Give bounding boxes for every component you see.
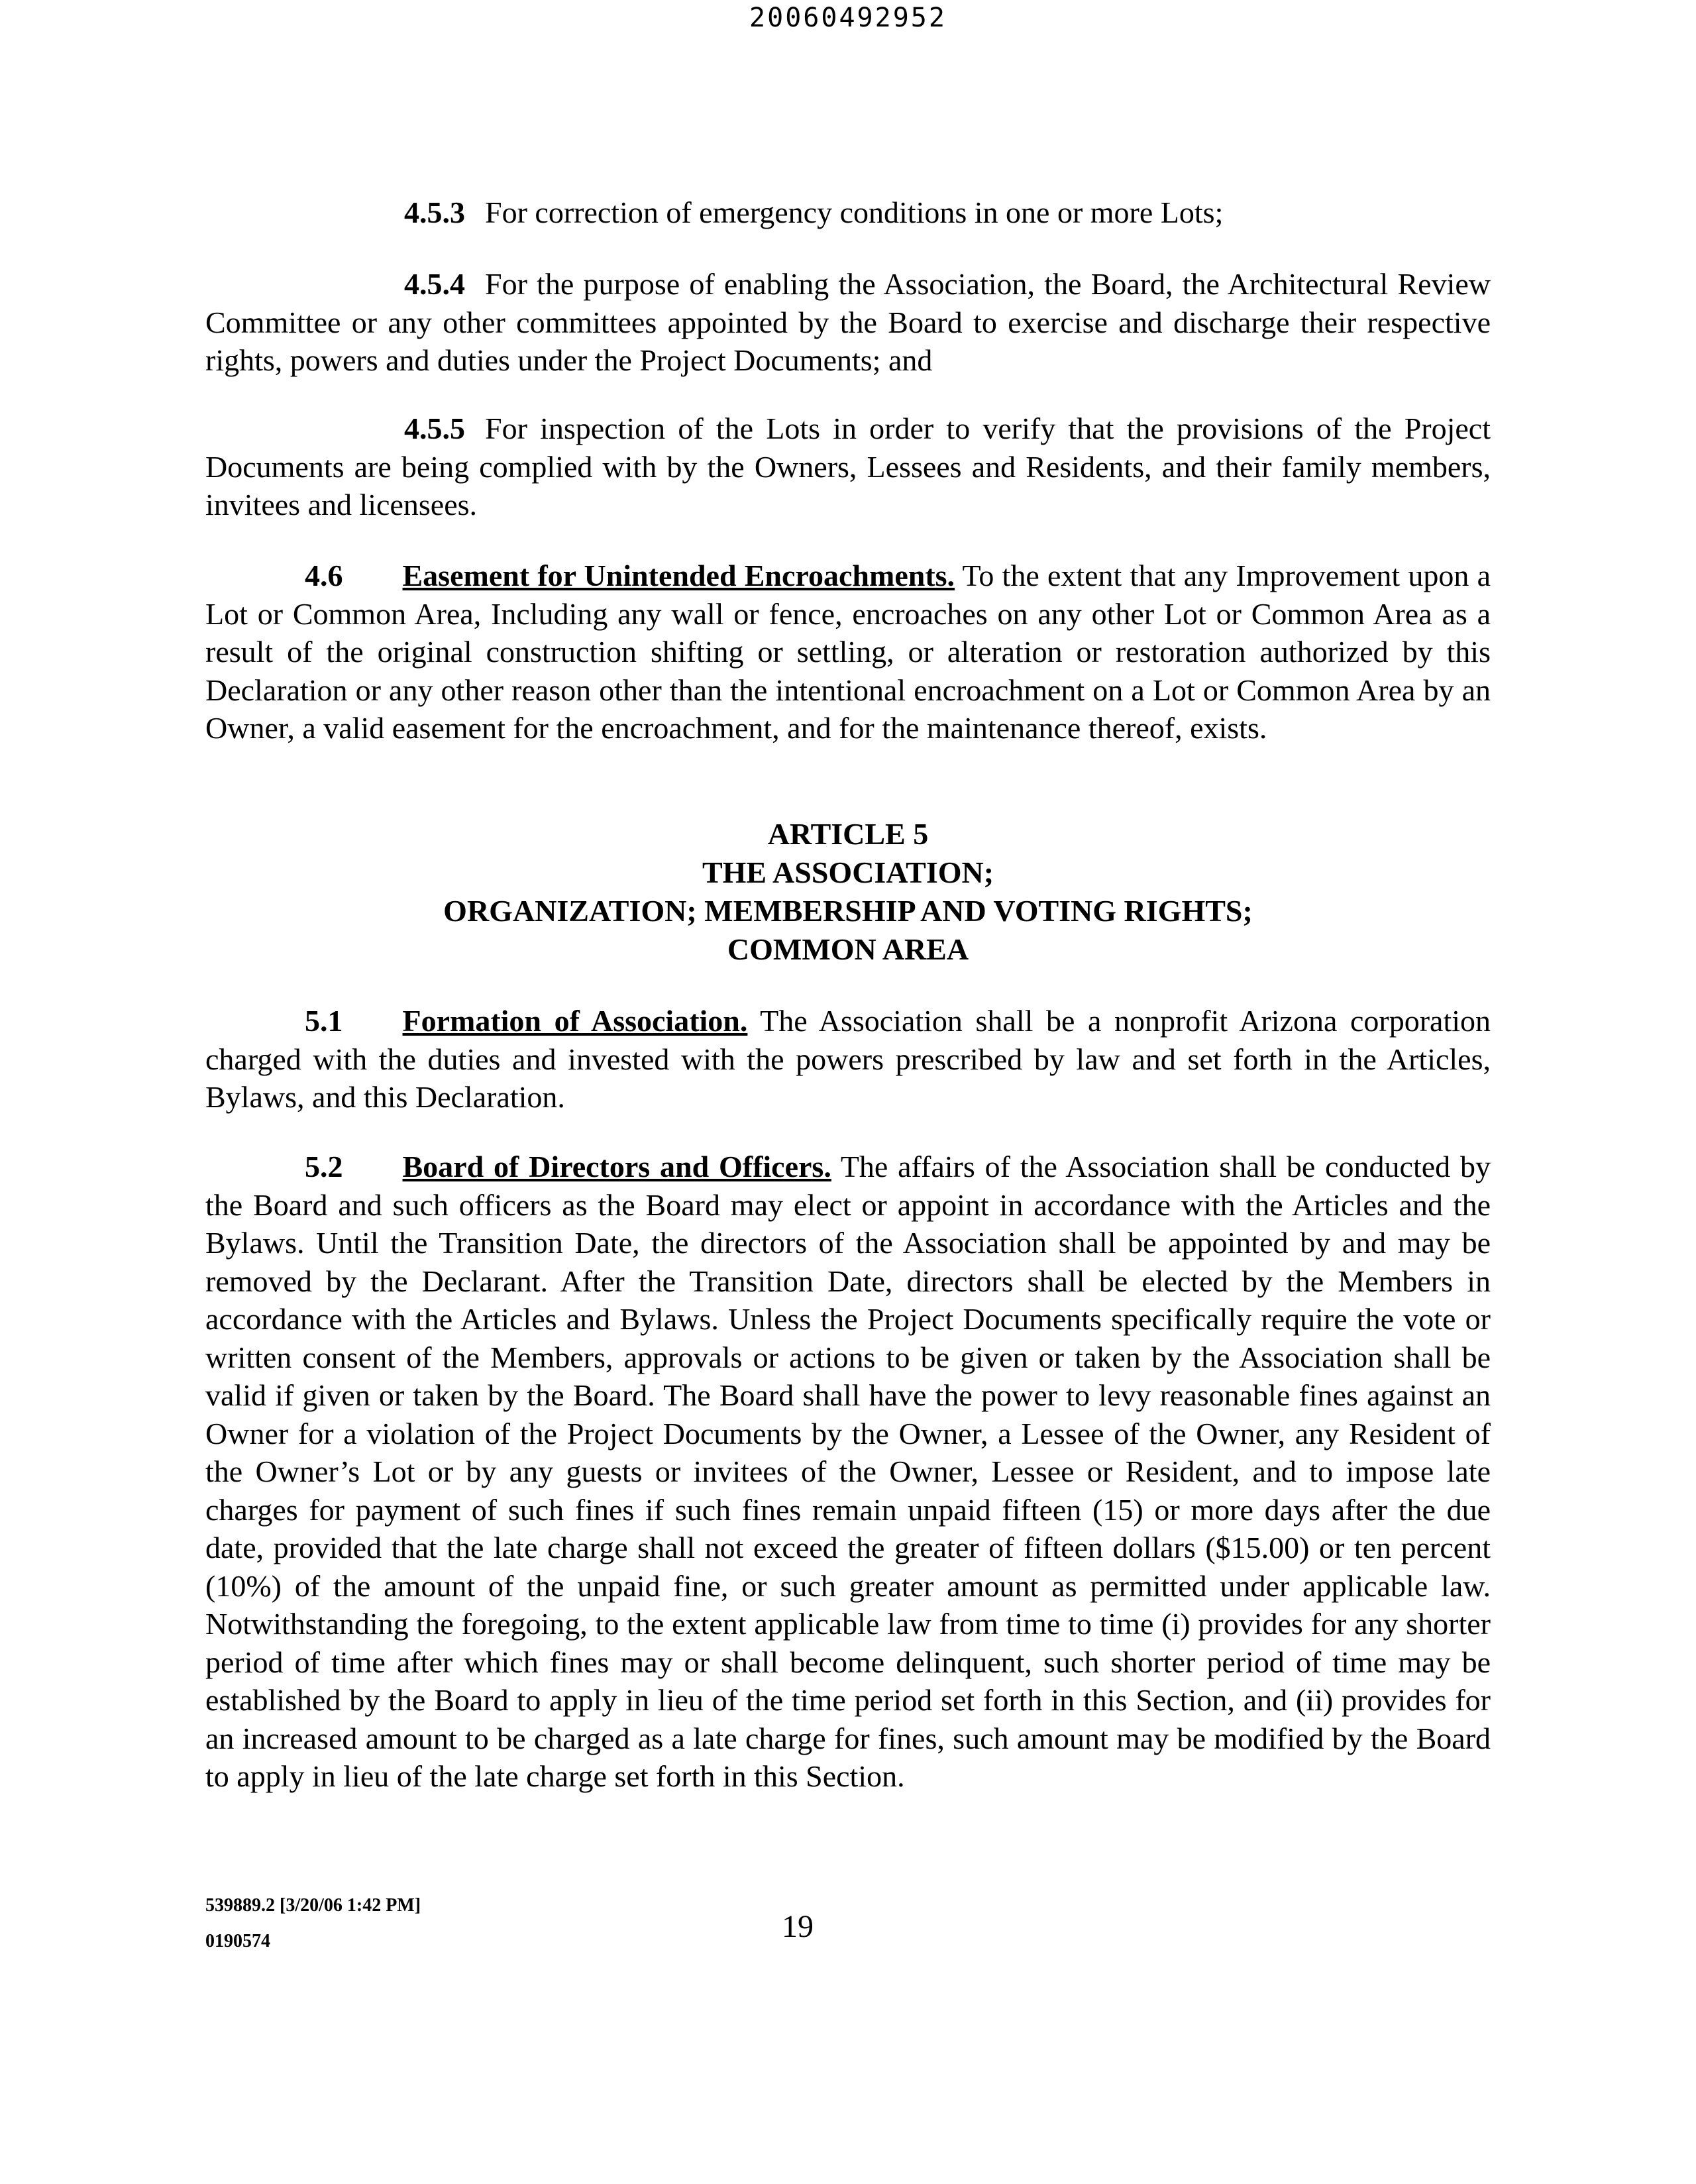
page-number: 19 <box>782 1909 814 1944</box>
section-text: The affairs of the Association shall be conducted by the Board and such officers as the Board may elect or appoint in accordance with the Articles and the Bylaws. Until the Transition Date, the directors of the Association shall be appointed by and may be removed by the Declarant. After the Transition Date, directors shall be elected by the Members in accordance with the Articles and Bylaws. Unless the Project Documents specifically require the vote or written consent of the Members, approvals or actions to be given or taken by the Association shall be valid if given or taken by the Board. The Board shall have the power to levy reasonable fines against an Owner for a violation of the Project Documents by the Owner, a Lessee of the Owner, any Resident of the Owner’s Lot or by any guests or invitees of the Owner, Lessee or Resident, and to impose late charges for payment of such fines if such fines remain unpaid fifteen (15) or more days after the due date, provided that the late charge shall not exceed the greater of fifteen dollars ($15.00) or ten percent (10%) of the amount of the unpaid fine, or such greater amount as permitted under applicable law. Notwithstanding the foregoing, to the extent applicable law from time to time (i) provides for any shorter period of time after which fines may or shall become delinquent, such shorter period of time may be established by the Board to apply in lieu of the time period set forth in this Section, and (ii) provides for an increased amount to be charged as a late charge for fines, such amount may be modified by the Board to apply in lieu of the late charge set forth in this Section. <box>205 1150 1491 1793</box>
footer-doc-ref: 539889.2 [3/20/06 1:42 PM] <box>205 1895 421 1916</box>
section-number: 4.5.5 <box>404 411 465 445</box>
article-number: ARTICLE 5 <box>767 817 929 851</box>
section-text: The Association shall be a nonprofit Arizona corporation charged with the duties and invested with the powers prescribed by law and set forth in the Articles, Bylaws, and this Declaration. <box>205 1004 1491 1114</box>
section-number: 5.2 <box>305 1150 343 1183</box>
section-4-5-5 <box>205 410 1491 524</box>
section-text: For correction of emergency conditions in one or more Lots; <box>485 195 1224 229</box>
section-number: 4.6 <box>305 559 343 592</box>
section-number: 4.5.3 <box>404 195 465 229</box>
section-4-6 <box>205 557 1491 747</box>
section-5-2 <box>205 1148 1491 1796</box>
document-id: 20060492952 <box>749 3 947 33</box>
article-subtitle: ORGANIZATION; MEMBERSHIP AND VOTING RIGHTS; <box>443 894 1253 928</box>
section-heading: Easement for Unintended Encroachments. <box>402 559 955 592</box>
section-text: For inspection of the Lots in order to verify that the provisions of the Project Documents are being complied with by the Owners, Lessees and Residents, and their family members, invitees and licensees. <box>205 411 1491 521</box>
section-heading: Board of Directors and Officers. <box>402 1150 831 1183</box>
article-subtitle-2: COMMON AREA <box>727 932 969 966</box>
section-4-5-3 <box>205 193 1491 232</box>
section-text: To the extent that any Improvement upon a Lot or Common Area, Including any wall or fence, encroaches on any other Lot or Common Area as a result of the original construction shifting or settling, or alteration or restoration authorized by this Declaration or any other reason other than the intentional encroachment on a Lot or Common Area by an Owner, a valid easement for the encroachment, and for the maintenance thereof, exists. <box>205 559 1491 745</box>
section-5-1 <box>205 1002 1491 1117</box>
section-number: 5.1 <box>305 1004 343 1038</box>
section-heading: Formation of Association. <box>402 1004 748 1038</box>
section-number: 4.5.4 <box>404 267 465 301</box>
footer-file-number: 0190574 <box>205 1931 270 1951</box>
article-heading <box>205 815 1491 969</box>
section-4-5-4 <box>205 265 1491 380</box>
article-title: THE ASSOCIATION; <box>702 855 994 889</box>
section-text: For the purpose of enabling the Association, the Board, the Architectural Review Committee or any other committees appointed by the Board to exercise and discharge their respective rights, powers and duties under the Project Documents; and <box>205 267 1491 377</box>
